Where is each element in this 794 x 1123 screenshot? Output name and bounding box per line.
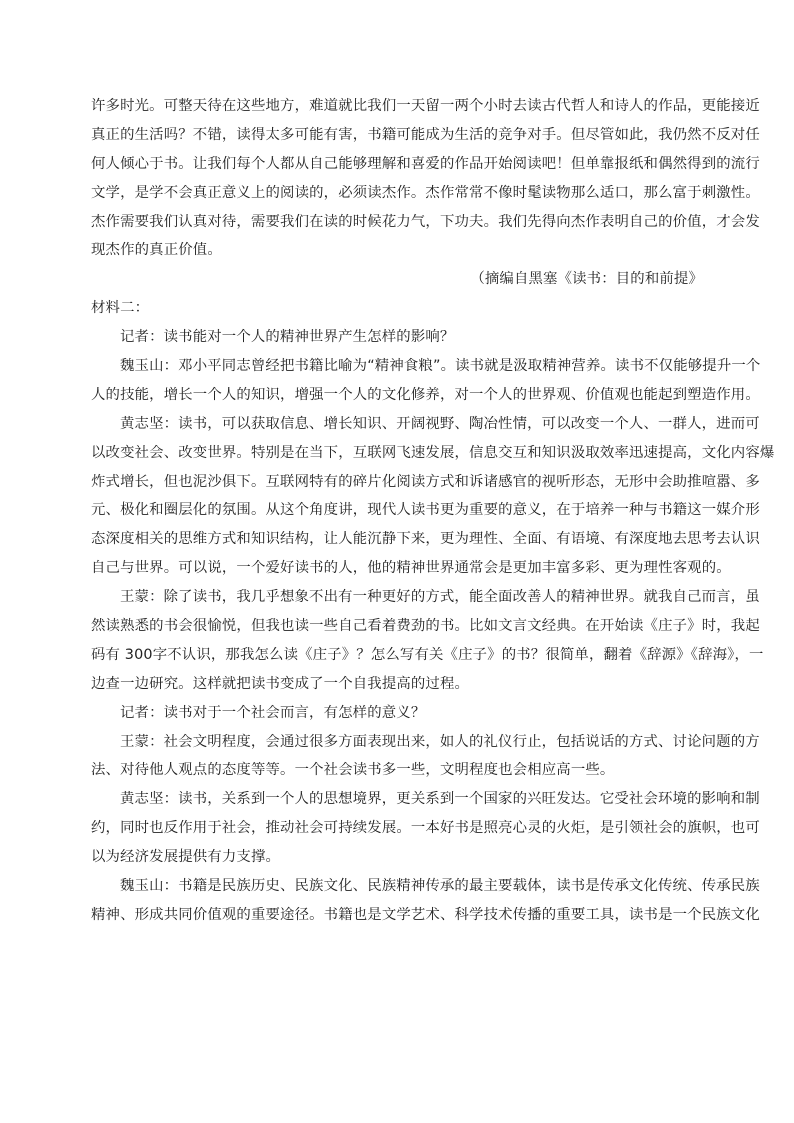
paragraph-line: 黄志坚：读书，关系到一个人的思想境界，更关系到一个国家的兴旺发达。它受社会环境的影响和制 bbox=[120, 791, 760, 808]
paragraph-line: 码有 300字不认识，那我怎么读《庄子》？怎么写有关《庄子》的书？很简单，翻着《辞源》《辞海》，一 bbox=[91, 646, 764, 663]
document-page bbox=[91, 92, 775, 930]
paragraph-line: 现杰作的真正价值。 bbox=[91, 242, 222, 259]
paragraph-line: 以改变社会、改变世界。特别是在当下，互联网飞速发展，信息交互和知识汲取效率迅速提高，文化内容爆 bbox=[91, 444, 775, 461]
paragraph-line: 元、极化和圈层化的氛围。从这个角度讲，现代人读书更为重要的意义，在于培养一种与书籍这一媒介形 bbox=[91, 502, 760, 519]
paragraph-line: 态深度相关的思维方式和知识结构，让人能沉静下来，更为理性、全面、有语境、有深度地去思考去认识 bbox=[91, 531, 760, 548]
paragraph-line: 王蒙：社会文明程度，会通过很多方面表现出来，如人的礼仪行止，包括说话的方式、讨论问题的方 bbox=[120, 733, 760, 750]
paragraph-line: 黄志坚：读书，可以获取信息、增长知识、开阔视野、陶冶性情，可以改变一个人、一群人，进而可 bbox=[120, 415, 760, 432]
paragraph-line: 法、对待他人观点的态度等等。一个社会读书多一些，文明程度也会相应高一些。 bbox=[91, 762, 615, 779]
paragraph-line: 真正的生活吗？不错，读得太多可能有害，书籍可能成为生活的竞争对手。但尽管如此，我仍然不反对任 bbox=[91, 126, 760, 143]
paragraph-line: 精神、形成共同价值观的重要途径。书籍也是文学艺术、科学技术传播的重要工具，读书是一个民族文化 bbox=[91, 906, 760, 923]
paragraph-line: 杰作需要我们认真对待，需要我们在读的时候花力气，下功夫。我们先得向杰作表明自己的价值，才会发 bbox=[91, 213, 760, 230]
paragraph-line: 何人倾心于书。让我们每个人都从自己能够理解和喜爱的作品开始阅读吧！但单靠报纸和偶然得到的流行 bbox=[91, 155, 760, 172]
interview-question: 记者：读书能对一个人的精神世界产生怎样的影响？ bbox=[120, 329, 455, 346]
paragraph-line: 魏玉山：邓小平同志曾经把书籍比喻为“精神食粮”。读书就是汲取精神营养。读书不仅能够提升一个 bbox=[120, 358, 761, 375]
paragraph-line: 文学，是学不会真正意义上的阅读的，必须读杰作。杰作常常不像时髦读物那么适口，那么富于刺激性。 bbox=[91, 184, 760, 201]
paragraph-line: 约，同时也反作用于社会，推动社会可持续发展。一本好书是照亮心灵的火炬，是引领社会的旗帜，也可 bbox=[91, 820, 760, 837]
paragraph-line: 自己与世界。可以说，一个爱好读书的人，他的精神世界通常会是更加丰富多彩、更为理性客观的。 bbox=[91, 560, 731, 577]
paragraph-line: 人的技能，增长一个人的知识，增强一个人的文化修养，对一个人的世界观、价值观也能起到塑造作用。 bbox=[91, 386, 760, 403]
paragraph-line: 许多时光。可整天待在这些地方，难道就比我们一天留一两个小时去读古代哲人和诗人的作品，更能接近 bbox=[91, 98, 760, 114]
interview-question: 记者：读书对于一个社会而言，有怎样的意义？ bbox=[120, 704, 426, 721]
paragraph-line: 魏玉山：书籍是民族历史、民族文化、民族精神传承的最主要载体，读书是传承文化传统、传承民族 bbox=[120, 878, 760, 895]
paragraph-line: 炸式增长，但也泥沙俱下。互联网特有的碎片化阅读方式和诉诸感官的视听形态，无形中会助推喧嚣、多 bbox=[91, 473, 760, 490]
paragraph-line: 以为经济发展提供有力支撑。 bbox=[91, 849, 281, 866]
paragraph-line: 边查一边研究。这样就把读书变成了一个自我提高的过程。 bbox=[91, 675, 470, 692]
source-citation: （摘编自黑塞《读书：目的和前提》 bbox=[470, 271, 703, 288]
paragraph-line: 然读熟悉的书会很愉悦，但我也读一些自己看着费劲的书。比如文言文经典。在开始读《庄子》时，我起 bbox=[91, 618, 760, 635]
paragraph-line: 王蒙：除了读书，我几乎想象不出有一种更好的方式，能全面改善人的精神世界。就我自己而言，虽 bbox=[120, 589, 760, 606]
section-heading: 材料二： bbox=[91, 300, 150, 317]
